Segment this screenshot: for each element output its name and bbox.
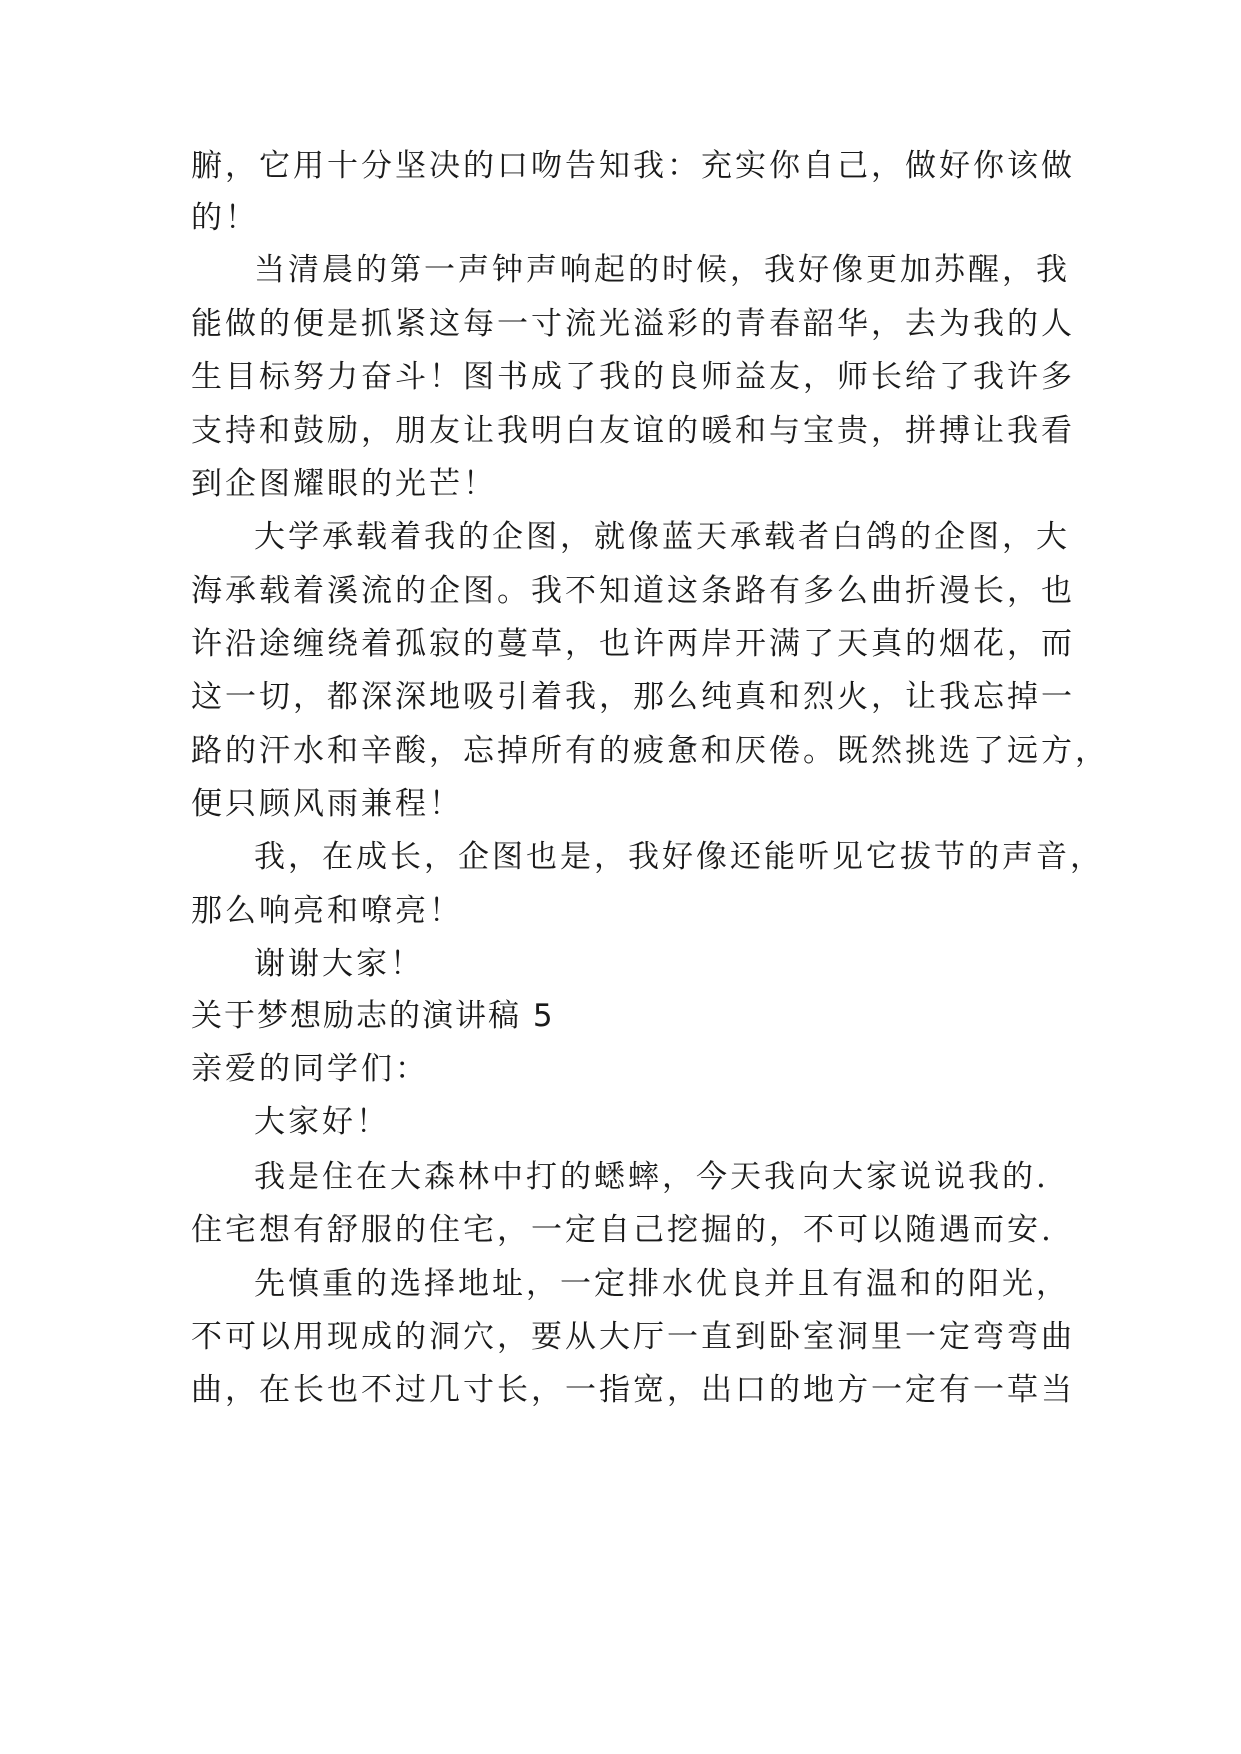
text-line: 那么响亮和嘹亮！ [191, 893, 463, 929]
text-line: 支持和鼓励，朋友让我明白友谊的暖和与宝贵，拼搏让我看 [191, 413, 1075, 449]
text-line: 这一切，都深深地吸引着我，那么纯真和烈火，让我忘掉一 [191, 679, 1075, 715]
text-line: 海承载着溪流的企图。我不知道这条路有多么曲折漫长，也 [191, 573, 1075, 609]
paragraph-start: 当清晨的第一声钟声响起的时候，我好像更加苏醒，我 [254, 252, 1070, 288]
text-line: 不可以用现成的洞穴，要从大厅一直到卧室洞里一定弯弯曲 [191, 1319, 1075, 1355]
paragraph-start: 我是住在大森林中打的蟋蟀，今天我向大家说说我的. [254, 1159, 1049, 1195]
salutation: 亲爱的同学们： [191, 1051, 429, 1087]
text-line: 住宅想有舒服的住宅，一定自己挖掘的，不可以随遇而安. [191, 1212, 1054, 1248]
text-line: 到企图耀眼的光芒！ [191, 466, 497, 502]
paragraph-start: 大学承载着我的企图，就像蓝天承载者白鸽的企图，大 [254, 519, 1070, 555]
paragraph-start: 我，在成长，企图也是，我好像还能听见它拔节的声音， [254, 839, 1104, 875]
text-line: 能做的便是抓紧这每一寸流光溢彩的青春韶华，去为我的人 [191, 306, 1075, 342]
paragraph-start: 先慎重的选择地址，一定排水优良并且有温和的阳光， [254, 1266, 1070, 1302]
text-line: 许沿途缠绕着孤寂的蔓草，也许两岸开满了天真的烟花，而 [191, 626, 1075, 662]
closing-thanks: 谢谢大家！ [254, 946, 424, 982]
text-line: 便只顾风雨兼程！ [191, 786, 463, 822]
text-line: 生目标努力奋斗！图书成了我的良师益友，师长给了我许多 [191, 359, 1075, 395]
greeting: 大家好！ [254, 1104, 390, 1140]
text-line: 曲，在长也不过几寸长，一指宽，出口的地方一定有一草当 [191, 1372, 1075, 1408]
section-title: 关于梦想励志的演讲稿 5 [191, 998, 555, 1034]
text-line: 的！ [191, 200, 259, 236]
text-line: 路的汗水和辛酸，忘掉所有的疲惫和厌倦。既然挑选了远方， [191, 733, 1109, 769]
text-line: 腑，它用十分坚决的口吻告知我：充实你自己，做好你该做 [191, 148, 1075, 184]
